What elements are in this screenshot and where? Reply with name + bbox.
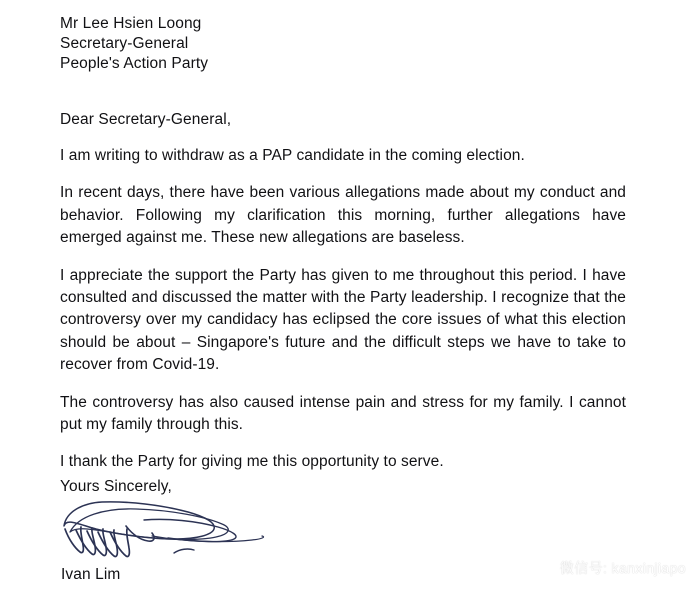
paragraph-3: I appreciate the support the Party has given to me throughout this period. I have consulted and discussed the matter with the Party leadership. I recognize that the controversy over my candidacy has eclipsed the core issues of what this election should be about – Singapore's future and the difficult steps we have to take to recover from Covid-19. bbox=[60, 266, 626, 374]
paragraph-2: In recent days, there have been various allegations made about my conduct and behavior. Following my clarification this morning, further allegations have emerged against me. These new allegations are baseless. bbox=[60, 184, 626, 247]
body-paragraphs bbox=[60, 145, 626, 489]
wechat-icon bbox=[528, 557, 552, 578]
closing-salutation: Yours Sincerely, bbox=[60, 478, 172, 495]
addressee-line-1: Mr Lee Hsien Loong bbox=[60, 15, 202, 32]
addressee-line-3: People's Action Party bbox=[60, 55, 209, 72]
watermark-text: 微信号: kanxinjiapo bbox=[559, 559, 686, 576]
salutation: Dear Secretary-General, bbox=[60, 111, 232, 128]
addressee-line-2: Secretary-General bbox=[60, 35, 189, 52]
paragraph-1: I am writing to withdraw as a PAP candidate in the coming election. bbox=[60, 147, 525, 164]
paragraph-4: The controversy has also caused intense pain and stress for my family. I cannot put my family through this. bbox=[60, 393, 626, 434]
paragraph-5: I thank the Party for giving me this opportunity to serve. bbox=[60, 453, 444, 471]
watermark bbox=[528, 557, 686, 578]
handwritten-signature bbox=[56, 496, 296, 562]
letter-body bbox=[60, 0, 626, 592]
signer-name: Ivan Lim bbox=[61, 566, 121, 583]
addressee-block bbox=[60, 14, 626, 74]
